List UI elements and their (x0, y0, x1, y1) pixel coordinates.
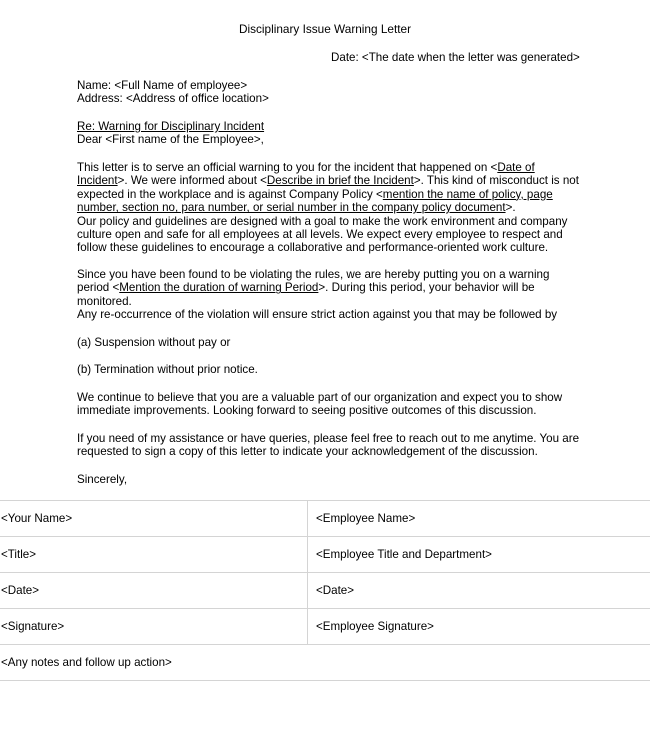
paragraph-expectations (77, 391, 582, 418)
subject-line: Re: Warning for Disciplinary Incident (77, 120, 265, 133)
paragraph-incident (77, 161, 582, 255)
salutation: Dear <First name of the Employee>, (77, 133, 264, 147)
subject-block (77, 120, 582, 147)
date-line: Date: <The date when the letter was generated> (331, 51, 580, 64)
paragraph-line: immediate improvements. Looking forward to seeing positive outcomes of this discussion. (77, 404, 537, 418)
table-row (0, 645, 650, 681)
employee-address-line: Address: <Address of office location> (77, 92, 269, 106)
sender-name-cell: <Your Name> (0, 501, 308, 537)
table-row (0, 537, 650, 573)
signature-table (0, 500, 650, 681)
sender-title-cell: <Title> (0, 537, 308, 573)
paragraph-line: Any re-occurrence of the violation will ensure strict action against you that may be followed by (77, 308, 558, 322)
letter-title: Disciplinary Issue Warning Letter (239, 22, 411, 36)
placeholder-incident-description: Describe in brief the Incident (266, 174, 414, 188)
recipient-block (77, 79, 582, 106)
placeholder-policy: mention the name of policy, page (382, 187, 553, 201)
paragraph-assistance (77, 432, 582, 459)
closing: Sincerely, (77, 473, 128, 486)
option-b: (b) Termination without prior notice. (77, 363, 258, 376)
paragraph-line: number, section no, para number, or serial number in the company policy document>. (77, 201, 516, 215)
sender-date-cell: <Date> (0, 573, 308, 609)
placeholder-warning-duration: Mention the duration of warning Period (119, 281, 319, 295)
paragraph-line: period <Mention the duration of warning Period>. During this period, your behavior will be (77, 281, 535, 295)
table-row (0, 501, 650, 537)
paragraph-line: monitored. (77, 294, 132, 308)
employee-title-cell: <Employee Title and Department> (308, 537, 650, 573)
paragraph-line: Since you have been found to be violating the rules, we are hereby putting you on a warning (77, 268, 550, 281)
paragraph-line: We continue to believe that you are a valuable part of our organization and expect you to show (77, 391, 563, 404)
table-row (0, 573, 650, 609)
paragraph-line: If you need of my assistance or have queries, please feel free to reach out to me anytime. You are (77, 432, 580, 445)
paragraph-line: expected in the workplace and is against Company Policy <mention the name of policy, page (77, 187, 553, 201)
placeholder-date-of-incident: Date of (497, 161, 535, 174)
employee-name-cell: <Employee Name> (308, 501, 650, 537)
employee-signature-cell: <Employee Signature> (308, 609, 650, 645)
paragraph-line: follow these guidelines to encourage a collaborative and performance-oriented work culture. (77, 241, 549, 255)
paragraph-line: This letter is to serve an official warning to you for the incident that happened on <Date of (77, 161, 535, 174)
placeholder-policy-reference: number, section no, para number, or serial number in the company policy document (77, 201, 506, 215)
option-a: (a) Suspension without pay or (77, 336, 231, 349)
table-row (0, 609, 650, 645)
employee-date-cell: <Date> (308, 573, 650, 609)
placeholder-incident: Incident (77, 174, 118, 188)
employee-name-line: Name: <Full Name of employee> (77, 79, 248, 92)
paragraph-line: requested to sign a copy of this letter to indicate your acknowledgement of the discussion. (77, 445, 538, 459)
sender-signature-cell: <Signature> (0, 609, 308, 645)
notes-cell: <Any notes and follow up action> (0, 645, 650, 681)
paragraph-warning-period (77, 268, 582, 322)
paragraph-line: Incident>. We were informed about <Describe in brief the Incident>. This kind of misconduct is not (77, 174, 579, 188)
paragraph-line: culture open and safe for all employees at all levels. We expect every employee to respect and (77, 228, 563, 242)
paragraph-line: Our policy and guidelines are designed with a goal to make the work environment and company (77, 214, 568, 228)
